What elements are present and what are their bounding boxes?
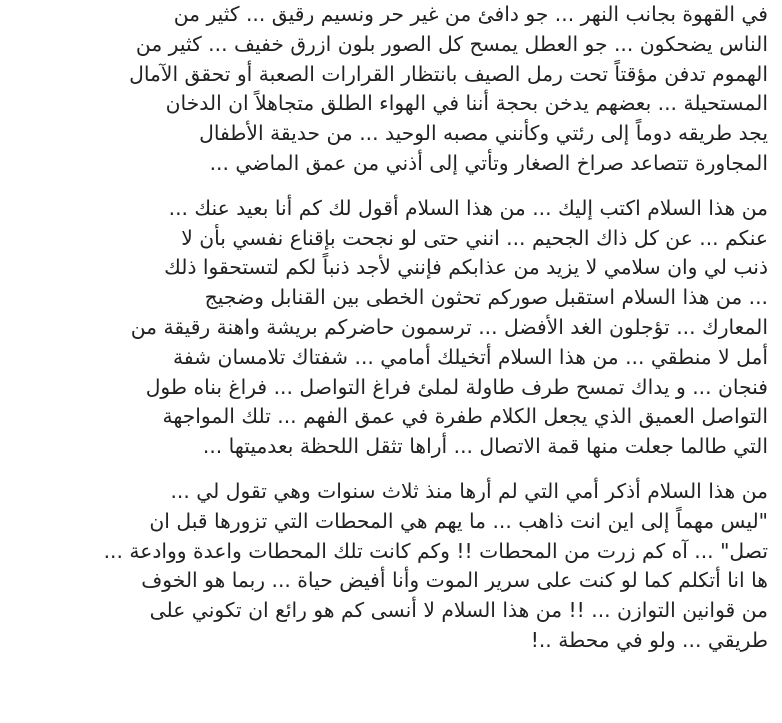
text-line: من قوانين التوازن ... !! من هذا السلام لا أنسى كم هو رائع ان تكوني على: [149, 598, 768, 623]
text-line: ها انا أتكلم كما لو كنت على سرير الموت وأنا أفيض حياة ... ربما هو الخوف: [141, 568, 768, 593]
text-line: المستحيلة ... بعضهم يدخن بحجة أننا في الهواء الطلق متجاهلاً ان الدخان: [165, 91, 768, 116]
paragraph-3: [10, 477, 768, 656]
text-line: التواصل العميق الذي يجعل الكلام طفرة في عمق الفهم ... تلك المواجهة: [162, 404, 768, 429]
text-line: التي طالما جعلت منها قمة الاتصال ... أراها تثقل اللحظة بعدميتها ...: [202, 434, 768, 459]
text-line: في القهوة بجانب النهر ... جو دافئ من غير حر ونسيم رقيق ... كثير من: [173, 2, 768, 26]
text-line: المجاورة تتصاعد صراخ الصغار وتأتي إلى أذني من عمق الماضي ...: [209, 150, 768, 175]
text-line: "ليس مهماً إلى اين انت ذاهب ... ما يهم هي المحطات التي تزورها قبل ان: [149, 508, 768, 533]
text-line: تصل" ... آه كم زرت من المحطات !! وكم كانت تلك المحطات واعدة ووادعة ...: [103, 538, 768, 563]
text-line: أمل لا منطقي ... من هذا السلام أتخيلك أمامي ... شفتاك تلامسان شفة: [172, 344, 768, 369]
text-line: فنجان ... و يداك تمسح طرف طاولة لملئ فراغ التواصل ... فراغ بناه طول: [145, 374, 768, 399]
text-line: طريقي ... ولو في محطة ..!: [530, 627, 768, 652]
text-line: عنكم ... عن كل ذاك الجحيم ... انني حتى لو نجحت بإقناع نفسي بأن لا: [181, 225, 768, 250]
text-line: الناس يضحكون ... جو العطل يمسح كل الصور بلون ازرق خفيف ... كثير من: [135, 31, 768, 56]
text-line: ... من هذا السلام استقبل صوركم تحثون الخطى بين القنابل وضجيج: [204, 285, 768, 310]
paragraph-1: [10, 0, 768, 179]
paragraph-2: [10, 194, 768, 462]
text-line: يجد طريقه دوماً إلى رئتي وكأنني مصبه الوحيد ... من حديقة الأطفال: [199, 121, 768, 146]
text-line: الهموم تدفن مؤقتاً تحت رمل الصيف بانتظار القرارات الصعبة أو تحقق الآمال: [129, 61, 768, 86]
text-line: المعارك ... تؤجلون الغد الأفضل ... ترسمون حاضركم بريشة واهنة رقيقة من: [130, 314, 768, 339]
text-line: ذنب لي وان سلامي لا يزيد من عذابكم فإنني لأجد ذنباً لكم لتستحقوا ذلك: [164, 255, 768, 280]
text-line: من هذا السلام اكتب إليك ... من هذا السلام أقول لك كم أنا بعيد عنك ...: [168, 195, 768, 220]
text-line: من هذا السلام أذكر أمي التي لم أرها منذ ثلاث سنوات وهي تقول لي ...: [170, 478, 768, 503]
